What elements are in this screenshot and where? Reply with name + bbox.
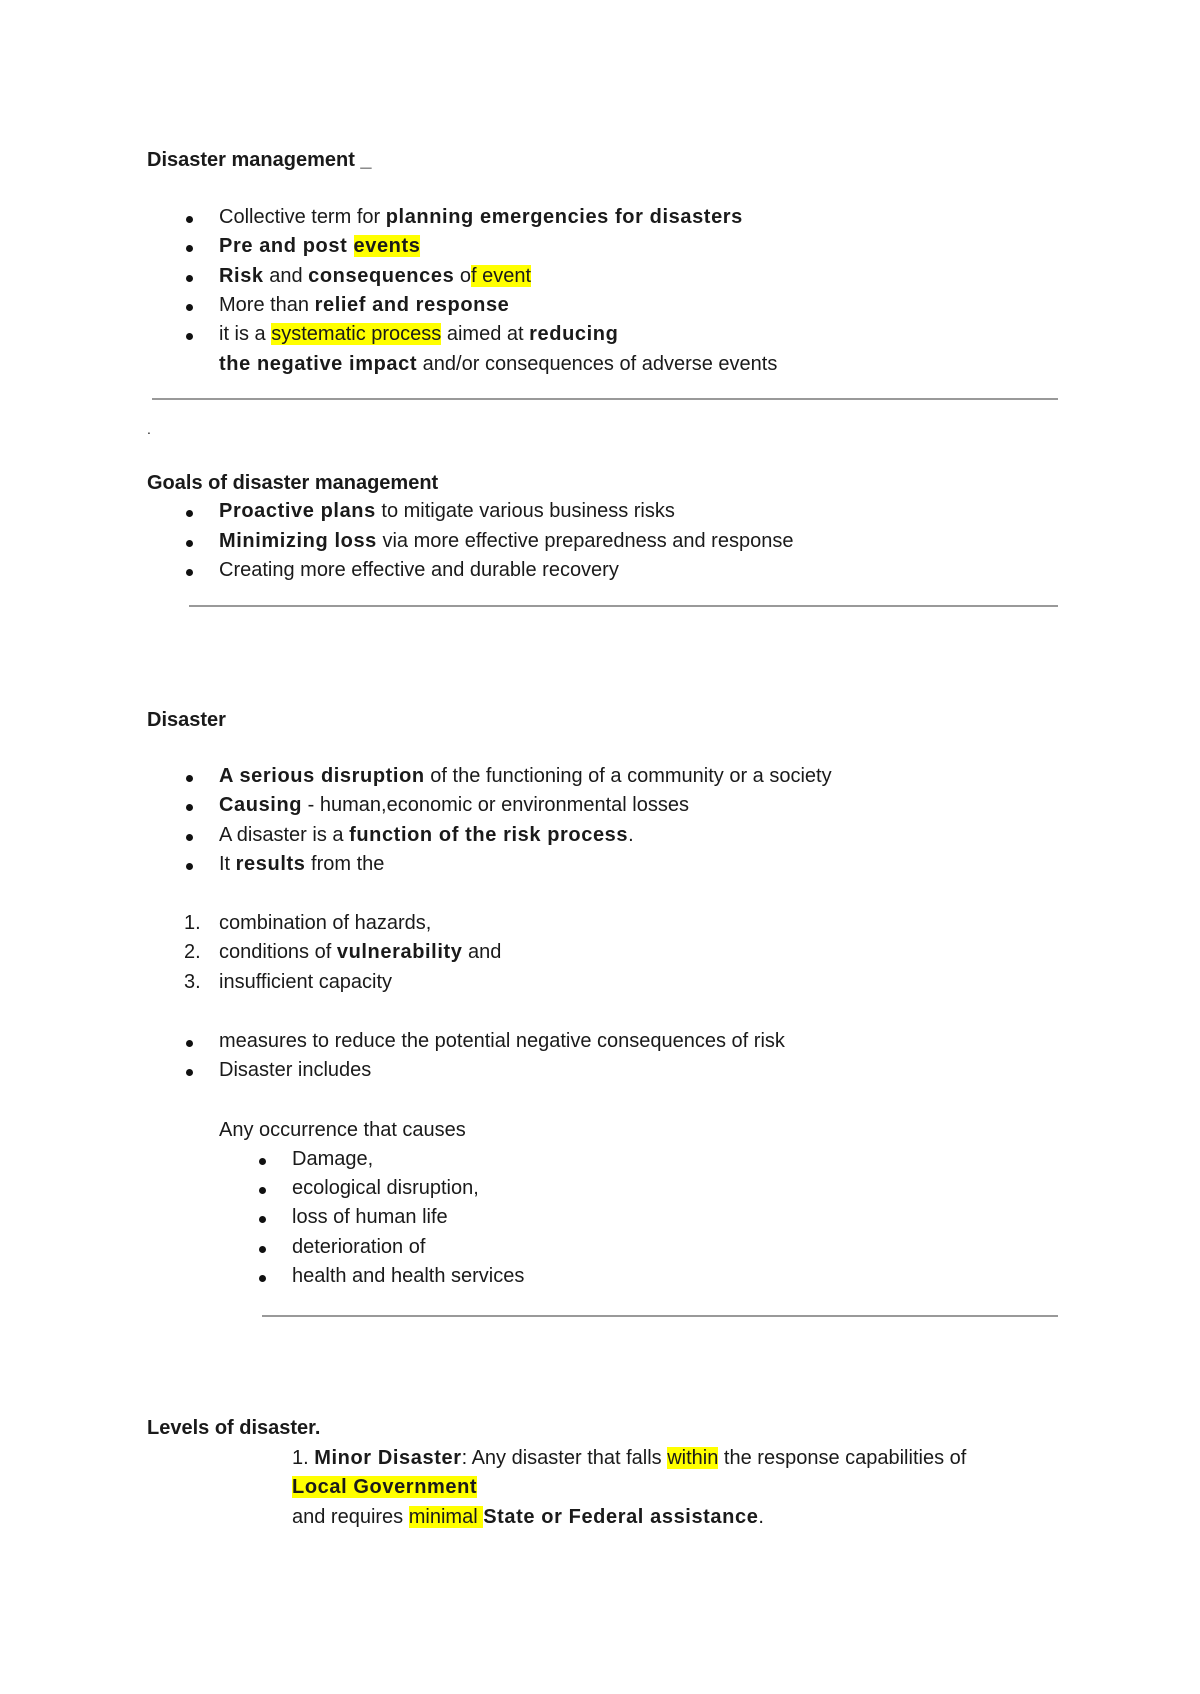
list-item: A serious disruption of the functioning of a community or a society (219, 765, 832, 787)
bullet-icon (186, 540, 193, 547)
heading-disaster: Disaster (147, 709, 226, 731)
list-item: it is a systematic process aimed at reducing (219, 323, 619, 345)
list-item: It results from the (219, 853, 385, 875)
bullet-icon (259, 1216, 266, 1223)
list-item: Creating more effective and durable recovery (219, 559, 619, 581)
bullet-icon (186, 333, 193, 340)
list-item: More than relief and response (219, 294, 510, 316)
bullet-icon (186, 510, 193, 517)
bullet-icon (186, 275, 193, 282)
bullet-icon (259, 1275, 266, 1282)
sub-list-item: health and health services (292, 1265, 525, 1287)
list-item: Risk and consequences of event (219, 265, 532, 287)
bullet-icon (186, 834, 193, 841)
level-item: 1. Minor Disaster: Any disaster that falls within the response capabilities of (292, 1447, 967, 1469)
heading-disaster-management: Disaster management _ (147, 149, 372, 171)
heading-goals: Goals of disaster management (147, 472, 439, 494)
bullet-icon (186, 569, 193, 576)
list-number: 2. (184, 941, 201, 963)
sub-list-item: Damage, (292, 1148, 374, 1170)
list-item: A disaster is a function of the risk process. (219, 824, 634, 846)
list-item: Proactive plans to mitigate various business risks (219, 500, 675, 522)
horizontal-rule (262, 1315, 1058, 1317)
list-item: Minimizing loss via more effective preparedness and response (219, 530, 794, 552)
stray-dot: . (147, 421, 151, 437)
bullet-icon (186, 245, 193, 252)
list-number: 3. (184, 971, 201, 993)
horizontal-rule (152, 398, 1058, 400)
list-item: Collective term for planning emergencies for disasters (219, 206, 743, 228)
paragraph: Any occurrence that causes (219, 1119, 466, 1141)
sub-list-item: deterioration of (292, 1236, 426, 1258)
list-item: Causing - human,economic or environmental losses (219, 794, 689, 816)
bullet-icon (186, 804, 193, 811)
sub-list-item: ecological disruption, (292, 1177, 479, 1199)
bullet-icon (259, 1246, 266, 1253)
numbered-item: insufficient capacity (219, 971, 393, 993)
bullet-icon (259, 1158, 266, 1165)
numbered-item: combination of hazards, (219, 912, 432, 934)
bullet-icon (186, 1040, 193, 1047)
numbered-item: conditions of vulnerability and (219, 941, 502, 963)
horizontal-rule (189, 605, 1058, 607)
bullet-icon (186, 863, 193, 870)
bullet-icon (186, 304, 193, 311)
bullet-icon (186, 1069, 193, 1076)
bullet-icon (186, 216, 193, 223)
list-number: 1. (184, 912, 201, 934)
sub-list-item: loss of human life (292, 1206, 448, 1228)
level-item-continuation: and requires minimal State or Federal assistance. (292, 1506, 764, 1528)
list-item: Pre and post events (219, 235, 421, 257)
heading-levels: Levels of disaster. (147, 1417, 321, 1439)
level-item-continuation: Local Government (292, 1476, 478, 1498)
bullet-icon (186, 775, 193, 782)
list-item: Disaster includes (219, 1059, 372, 1081)
list-item: measures to reduce the potential negative consequences of risk (219, 1030, 785, 1052)
list-item-continuation: the negative impact and/or consequences of adverse events (219, 353, 778, 375)
bullet-icon (259, 1187, 266, 1194)
